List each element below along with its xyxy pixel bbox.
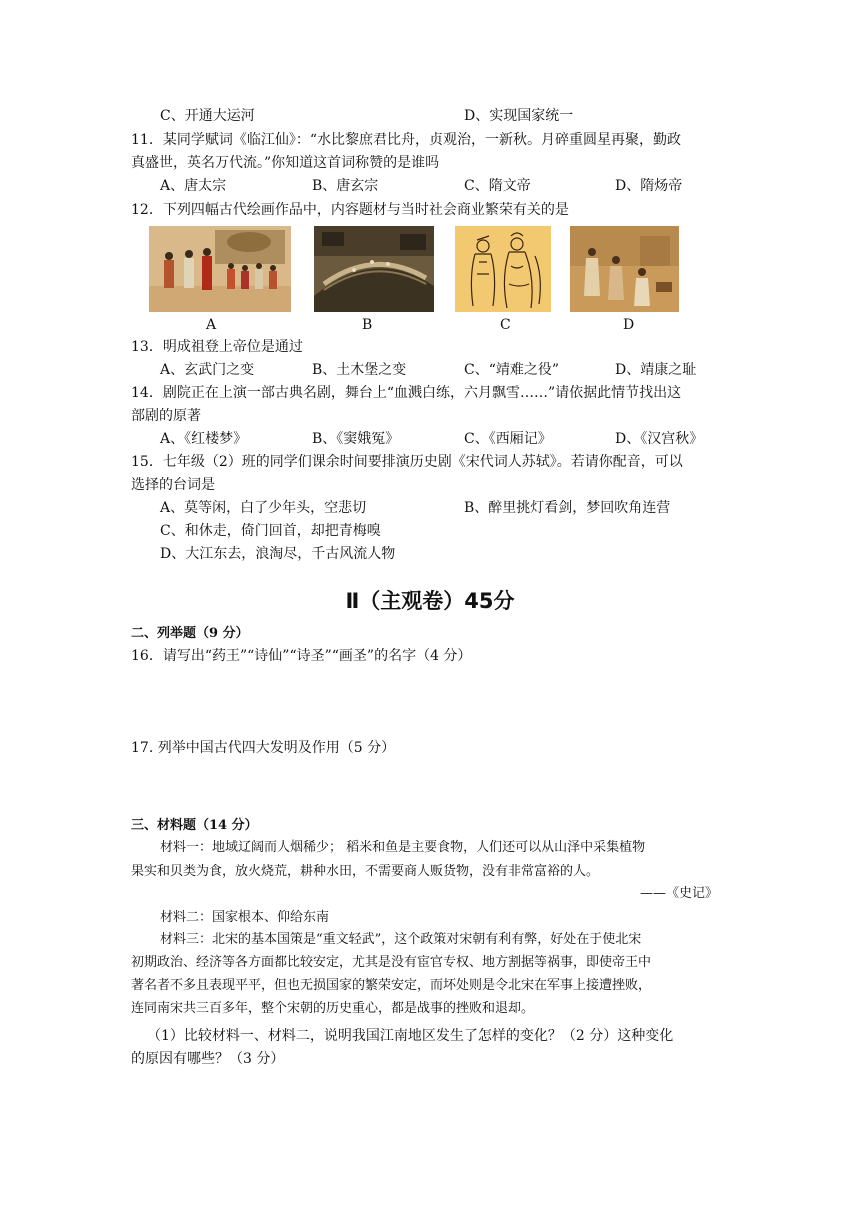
part2-heading: 二、列举题（9 分）: [131, 626, 249, 641]
q11-option-a: A、唐太宗: [160, 178, 227, 194]
painting-b-image: [314, 226, 434, 312]
q14-option-d: D、《汉宫秋》: [615, 431, 704, 447]
q14-option-a: A、《红楼梦》: [160, 431, 248, 447]
q15-option-b: B、醉里挑灯看剑，梦回吹角连营: [464, 500, 671, 516]
q12-stem: 12．下列四幅古代绘画作品中，内容题材与当时社会商业繁荣有关的是: [131, 202, 569, 218]
q13-stem: 13．明成祖登上帝位是通过: [131, 339, 303, 355]
q17-stem: 17. 列举中国古代四大发明及作用（5 分）: [131, 740, 396, 756]
q13-option-a: A、玄武门之变: [160, 362, 255, 378]
q18-line1: （1）比较材料一、材料二，说明我国江南地区发生了怎样的变化？（2 分）这种变化: [147, 1028, 674, 1044]
q11-stem-line2: 真盛世，英名万代流。”你知道这首词称赞的是谁吗: [131, 155, 440, 171]
q14-stem-line2: 部剧的原著: [131, 408, 201, 424]
painting-b-label: B: [362, 317, 373, 333]
painting-d-label: D: [623, 317, 635, 333]
q11-option-c: C、隋文帝: [464, 178, 531, 194]
q13-option-b: B、土木堡之变: [312, 362, 407, 378]
painting-c-image: [455, 226, 551, 312]
q16-stem: 16．请写出“药王”“诗仙”“诗圣”“画圣”的名字（4 分）: [131, 648, 472, 664]
q15-option-a: A、莫等闲，白了少年头，空悲切: [160, 500, 367, 516]
q13-option-d: D、靖康之耻: [615, 362, 697, 378]
q11-option-b: B、唐玄宗: [312, 178, 379, 194]
q14-stem-line1: 14．剧院正在上演一部古典名剧，舞台上“血溅白练，六月飘雪……”请依据此情节找出这: [131, 385, 682, 401]
q11-stem-line1: 11．某同学赋词《临江仙》：“水比黎庶君比舟，贞观治，一新秋。月碎重圆星再聚，勤政: [131, 132, 681, 148]
painting-c-label: C: [500, 317, 511, 333]
q15-stem-line1: 15．七年级（2）班的同学们课余时间要排演历史剧《宋代词人苏轼》。若请你配音，可以: [131, 454, 683, 470]
q13-option-c: C、“靖难之役”: [464, 362, 560, 378]
material1-line1: 材料一：地域辽阔而人烟稀少； 稻米和鱼是主要食物，人们还可以从山泽中采集植物: [160, 840, 646, 855]
material1-source: ——《史记》: [640, 886, 719, 901]
material1-line2: 果实和贝类为食，放火烧荒，耕种水田，不需要商人贩货物，没有非常富裕的人。: [131, 864, 600, 879]
q15-option-c: C、和休走，倚门回首，却把青梅嗅: [160, 523, 381, 539]
q14-option-c: C、《西厢记》: [464, 431, 552, 447]
material3-line3: 著名者不多且表现平平，但也无损国家的繁荣安定，而坏处则是令北宋在军事上接遭挫败，: [131, 978, 652, 993]
material2: 材料二：国家根本、仰给东南: [160, 910, 330, 925]
q15-option-d: D、大江东去，浪淘尽，千古风流人物: [160, 546, 396, 562]
material3-line4: 连同南宋共三百多年，整个宋朝的历史重心，都是战事的挫败和退却。: [131, 1001, 535, 1016]
q15-stem-line2: 选择的台词是: [131, 477, 215, 493]
q11-option-d: D、隋炀帝: [615, 178, 683, 194]
material3-line1: 材料三：北宋的基本国策是“重文轻武”，这个政策对宋朝有利有弊，好处在于使北宋: [160, 932, 642, 947]
painting-a-image: [149, 226, 291, 312]
material3-line2: 初期政治、经济等各方面都比较安定，尤其是没有宦官专权、地方割据等祸事，即使帝王中: [131, 955, 652, 970]
q14-option-b: B、《窦娥冤》: [312, 431, 400, 447]
part3-heading: 三、材料题（14 分）: [131, 818, 258, 833]
q10-option-d: D、实现国家统一: [464, 108, 574, 124]
painting-d-image: [570, 226, 679, 312]
q10-option-c: C、开通大运河: [160, 108, 255, 124]
section-title: Ⅱ（主观卷）45分: [345, 589, 515, 613]
q18-line2: 的原因有哪些？（3 分）: [131, 1051, 285, 1067]
painting-a-label: A: [206, 317, 217, 333]
